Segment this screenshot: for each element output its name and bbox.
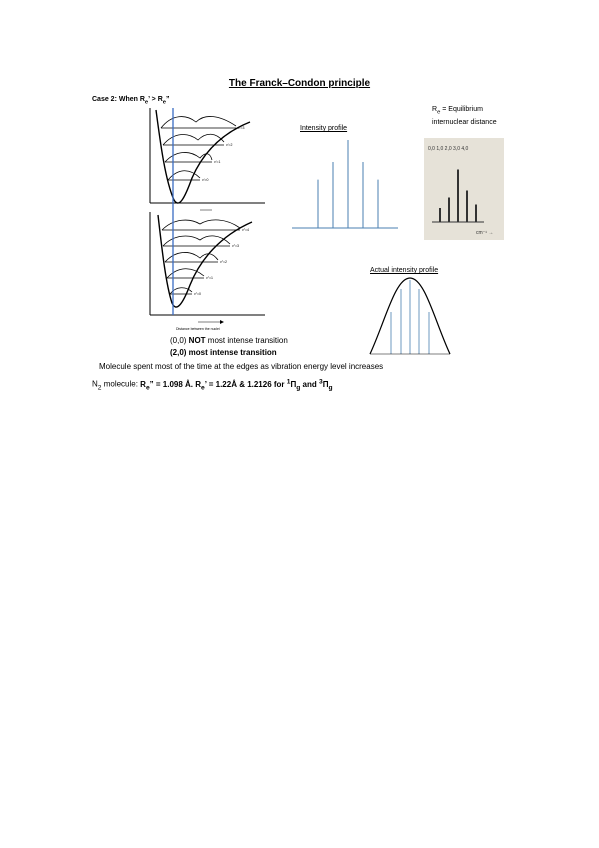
- actual-intensity-profile-label: Actual intensity profile: [370, 267, 439, 274]
- lower-level-label: v″=1: [206, 276, 213, 280]
- actual-intensity-chart: [365, 272, 455, 357]
- page-title: The Franck–Condon principle: [228, 78, 371, 89]
- upper-potential-curve: [156, 110, 250, 203]
- case-heading: Case 2: When $R_e$’ > $R_e$”: [92, 96, 170, 106]
- spectrum-axis-label: cm⁻¹ →: [476, 230, 494, 236]
- upper-level-label: v′=1: [214, 160, 221, 164]
- statement-molecule-edges: Molecule spent most of the time at the edges as vibration energy level increases: [99, 362, 384, 371]
- upper-level-label: v′=2: [226, 143, 233, 147]
- n2-molecule-line: $N_2$ molecule: $R_e$” = 1.098 Å. $R_e$’ = 1.22Å & 1.2126 for $^1\Pi_g$ and $^3\Pi_g$: [92, 378, 333, 392]
- statement-2-0: (2,0) most intense transition: [170, 348, 277, 357]
- upper-level-label: v′=0: [202, 178, 209, 182]
- statement-0-0: (0,0) NOT most intense transition: [170, 336, 288, 345]
- lower-potential-curve: [158, 215, 252, 307]
- spectrum-top-labels: 0,0 1,0 2,0 3,0 4,0: [428, 146, 469, 152]
- lower-level-label: v″=3: [232, 244, 239, 248]
- lower-level-label: v″=4: [242, 228, 249, 232]
- lower-level-label: v″=2: [220, 260, 227, 264]
- intensity-profile-label: Intensity profile: [300, 125, 348, 132]
- spectrum-photo: [424, 138, 504, 240]
- potential-energy-diagram: [140, 100, 275, 335]
- intensity-profile-chart: [290, 132, 400, 232]
- re-definition: $R_e$ = Equilibrium internuclear distance: [432, 106, 497, 126]
- lower-level-label: v″=0: [194, 292, 201, 296]
- lower-axis-label: Distance between the nuclei: [176, 327, 220, 331]
- upper-level-label: v′=3: [238, 126, 245, 130]
